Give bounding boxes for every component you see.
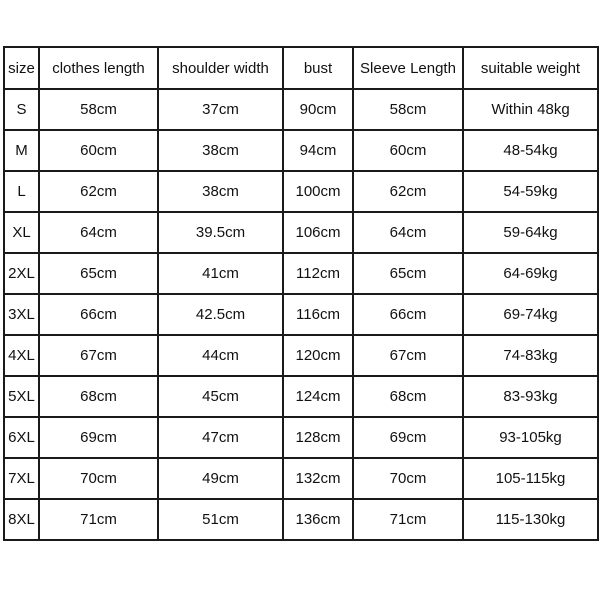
cell-suitable-weight: 64-69kg — [463, 253, 598, 294]
cell-bust: 132cm — [283, 458, 353, 499]
cell-sleeve-length: 71cm — [353, 499, 463, 540]
table-row — [4, 499, 598, 540]
header-bust: bust — [283, 47, 353, 89]
cell-shoulder-width: 42.5cm — [158, 294, 283, 335]
cell-bust: 90cm — [283, 89, 353, 130]
cell-size: XL — [4, 212, 39, 253]
cell-sleeve-length: 65cm — [353, 253, 463, 294]
cell-clothes-length: 71cm — [39, 499, 158, 540]
header-size: size — [4, 47, 39, 89]
table-row — [4, 335, 598, 376]
table-row — [4, 376, 598, 417]
cell-size: 3XL — [4, 294, 39, 335]
cell-size: S — [4, 89, 39, 130]
cell-bust: 94cm — [283, 130, 353, 171]
cell-suitable-weight: 93-105kg — [463, 417, 598, 458]
cell-sleeve-length: 67cm — [353, 335, 463, 376]
header-suitable-weight: suitable weight — [463, 47, 598, 89]
header-sleeve-length: Sleeve Length — [353, 47, 463, 89]
cell-suitable-weight: 69-74kg — [463, 294, 598, 335]
table-row — [4, 294, 598, 335]
cell-sleeve-length: 60cm — [353, 130, 463, 171]
cell-bust: 120cm — [283, 335, 353, 376]
cell-shoulder-width: 49cm — [158, 458, 283, 499]
cell-sleeve-length: 68cm — [353, 376, 463, 417]
cell-bust: 116cm — [283, 294, 353, 335]
cell-size: 7XL — [4, 458, 39, 499]
cell-sleeve-length: 69cm — [353, 417, 463, 458]
cell-shoulder-width: 38cm — [158, 130, 283, 171]
cell-size: 8XL — [4, 499, 39, 540]
cell-suitable-weight: Within 48kg — [463, 89, 598, 130]
cell-shoulder-width: 38cm — [158, 171, 283, 212]
cell-sleeve-length: 58cm — [353, 89, 463, 130]
cell-suitable-weight: 59-64kg — [463, 212, 598, 253]
table-row — [4, 212, 598, 253]
cell-size: M — [4, 130, 39, 171]
cell-size: 2XL — [4, 253, 39, 294]
cell-shoulder-width: 47cm — [158, 417, 283, 458]
table-row — [4, 89, 598, 130]
cell-suitable-weight: 115-130kg — [463, 499, 598, 540]
cell-shoulder-width: 37cm — [158, 89, 283, 130]
cell-suitable-weight: 105-115kg — [463, 458, 598, 499]
cell-shoulder-width: 45cm — [158, 376, 283, 417]
cell-suitable-weight: 74-83kg — [463, 335, 598, 376]
table-row — [4, 458, 598, 499]
cell-clothes-length: 64cm — [39, 212, 158, 253]
header-row — [4, 47, 598, 89]
cell-size: 6XL — [4, 417, 39, 458]
cell-sleeve-length: 70cm — [353, 458, 463, 499]
cell-sleeve-length: 66cm — [353, 294, 463, 335]
cell-shoulder-width: 51cm — [158, 499, 283, 540]
cell-sleeve-length: 64cm — [353, 212, 463, 253]
cell-clothes-length: 66cm — [39, 294, 158, 335]
cell-clothes-length: 60cm — [39, 130, 158, 171]
table-row — [4, 253, 598, 294]
table-row — [4, 417, 598, 458]
header-clothes-length: clothes length — [39, 47, 158, 89]
cell-bust: 128cm — [283, 417, 353, 458]
cell-bust: 106cm — [283, 212, 353, 253]
cell-shoulder-width: 39.5cm — [158, 212, 283, 253]
table-row — [4, 130, 598, 171]
cell-bust: 100cm — [283, 171, 353, 212]
cell-size: 5XL — [4, 376, 39, 417]
table-row — [4, 171, 598, 212]
cell-sleeve-length: 62cm — [353, 171, 463, 212]
cell-bust: 136cm — [283, 499, 353, 540]
cell-suitable-weight: 54-59kg — [463, 171, 598, 212]
cell-clothes-length: 65cm — [39, 253, 158, 294]
cell-size: L — [4, 171, 39, 212]
size-chart-table — [3, 46, 599, 541]
cell-clothes-length: 69cm — [39, 417, 158, 458]
header-shoulder-width: shoulder width — [158, 47, 283, 89]
cell-clothes-length: 68cm — [39, 376, 158, 417]
cell-size: 4XL — [4, 335, 39, 376]
cell-shoulder-width: 41cm — [158, 253, 283, 294]
cell-clothes-length: 62cm — [39, 171, 158, 212]
cell-suitable-weight: 48-54kg — [463, 130, 598, 171]
cell-clothes-length: 67cm — [39, 335, 158, 376]
cell-shoulder-width: 44cm — [158, 335, 283, 376]
cell-bust: 124cm — [283, 376, 353, 417]
cell-clothes-length: 58cm — [39, 89, 158, 130]
cell-suitable-weight: 83-93kg — [463, 376, 598, 417]
cell-bust: 112cm — [283, 253, 353, 294]
cell-clothes-length: 70cm — [39, 458, 158, 499]
